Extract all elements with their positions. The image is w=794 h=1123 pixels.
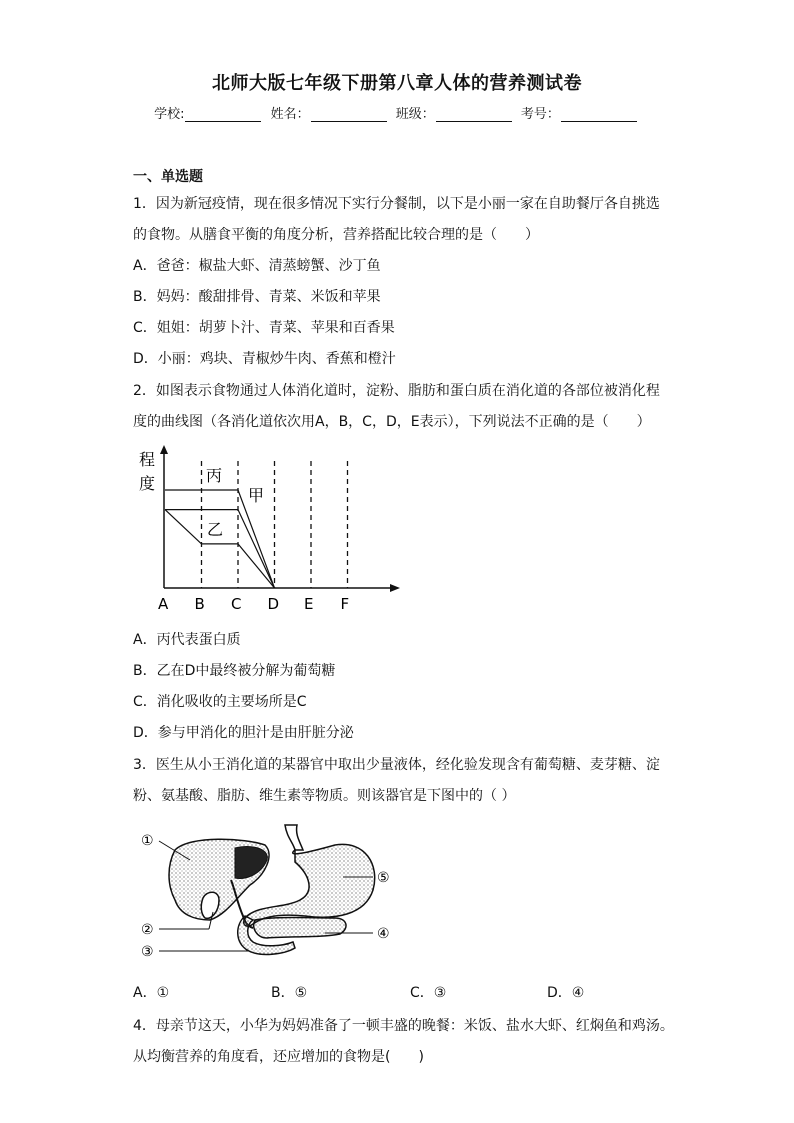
x-tick-label-F: F [340, 595, 350, 613]
q1-option-c[interactable]: C．姐姐：胡萝卜汁、青菜、苹果和百香果 [133, 320, 395, 336]
q1-option-a[interactable]: A．爸爸：椒盐大虾、清蒸螃蟹、沙丁鱼 [133, 258, 381, 274]
q3-option-c[interactable]: C．③ [410, 985, 447, 1001]
series-label-1: 丙 [206, 466, 223, 485]
exam-number-label: 考号： [520, 107, 560, 122]
name-label: 姓名： [270, 107, 310, 122]
q2-stem-line2: 度的曲线图（各消化道依次用A，B，C，D，E表示），下列说法不正确的是（ ） [133, 414, 651, 430]
q1-option-d[interactable]: D．小丽：鸡块、青椒炒牛肉、香蕉和橙汁 [133, 351, 396, 367]
name-blank[interactable] [311, 107, 387, 122]
page-title: 北师大版七年级下册第八章人体的营养测试卷 [212, 73, 582, 94]
class-label: 班级： [395, 107, 435, 122]
school-label: 学校: [154, 107, 185, 122]
q2-option-c[interactable]: C．消化吸收的主要场所是C [133, 694, 307, 710]
exam-number-blank[interactable] [561, 107, 637, 122]
q1-stem-line1: 1．因为新冠疫情，现在很多情况下实行分餐制，以下是小丽一家在自助餐厅各自挑选 [133, 196, 660, 212]
q1-stem-line2: 的食物。从膳食平衡的角度分析，营养搭配比较合理的是（ ） [133, 227, 539, 243]
digestion-chart [133, 445, 413, 615]
q3-stem-line2: 粉、氨基酸、脂肪、维生素等物质。则该器官是下图中的（ ） [133, 788, 516, 804]
q3-option-d[interactable]: D．④ [547, 985, 585, 1001]
q2-option-b[interactable]: B．乙在D中最终被分解为葡萄糖 [133, 663, 336, 679]
series-label-2: 甲 [248, 486, 265, 505]
x-tick-label-A: A [158, 595, 169, 613]
q3-option-a[interactable]: A．① [133, 985, 170, 1001]
school-blank[interactable] [185, 107, 261, 122]
class-blank[interactable] [436, 107, 512, 122]
q2-option-d[interactable]: D．参与甲消化的胆汁是由肝脏分泌 [133, 725, 354, 741]
x-tick-label-E: E [304, 595, 314, 613]
series-label-3: 乙 [207, 520, 224, 539]
digestive-organs-figure [135, 820, 405, 965]
section-heading: 一、单选题 [133, 169, 203, 185]
q4-stem-line2: 从均衡营养的角度看，还应增加的食物是( ) [133, 1049, 424, 1065]
q2-option-a[interactable]: A．丙代表蛋白质 [133, 632, 241, 648]
figure-label-4: ④ [377, 926, 390, 942]
x-tick-label-C: C [231, 595, 242, 613]
esophagus-shape [285, 825, 303, 850]
q1-option-b[interactable]: B．妈妈：酸甜排骨、青菜、米饭和苹果 [133, 289, 381, 305]
y-axis-label-2: 度 [139, 474, 156, 493]
pancreas-shape [254, 918, 346, 939]
x-tick-label-D: D [267, 595, 280, 613]
q4-stem-line1: 4．母亲节这天，小华为妈妈准备了一顿丰盛的晚餐：米饭、盐水大虾、红焖鱼和鸡汤。 [133, 1018, 674, 1034]
y-axis-arrow [160, 445, 168, 454]
q3-stem-line1: 3．医生从小王消化道的某器官中取出少量液体，经化验发现含有葡萄糖、麦芽糖、淀 [133, 757, 660, 773]
x-tick-label-B: B [194, 595, 205, 613]
figure-label-3: ③ [141, 944, 154, 960]
q2-stem-line1: 2．如图表示食物通过人体消化道时，淀粉、脂肪和蛋白质在消化道的各部位被消化程 [133, 383, 660, 399]
student-info-line [0, 103, 794, 122]
x-axis-arrow [390, 584, 400, 592]
figure-label-1: ① [141, 833, 154, 849]
figure-label-2: ② [141, 922, 154, 938]
y-axis-label-1: 程 [139, 450, 156, 469]
figure-label-5: ⑤ [377, 870, 390, 886]
q3-option-b[interactable]: B．⑤ [271, 985, 308, 1001]
